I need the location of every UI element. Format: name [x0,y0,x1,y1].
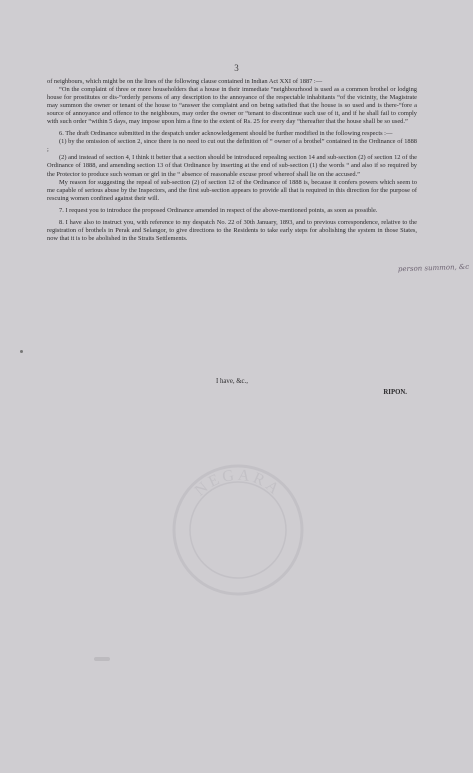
svg-text:NEGARA [192,467,285,500]
signature: RIPON. [383,389,407,396]
paper-smudge [94,657,110,661]
paragraph-6-item-2: (2) and instead of section 4, I think it better that a section should be introduced repealing section 14 and sub-section (2) of section 12 of the Ordinance of 1888, and amending section 13 of that Ordinance by inserting at the end of sub-section (1) the words “ and also if so required by the Protector to produce such woman or girl in the “ absence of reasonable excuse proof whereof shall lie on the accused.” [47,154,417,178]
paragraph-reason: My reason for suggesting the repeal of sub-section (2) of section 12 of the Ordinance of 1888 is, because it confers powers which seem to me capable of serious abuse by the Inspectors, and the first sub-section appears to provide all that is required in this direction for the purpose of rescuing women confined against their will. [47,178,417,202]
paragraph-6: 6. The draft Ordinance submitted in the despatch under acknowledgement should be further modified in the following respects :— [59,130,393,138]
paragraph-6-item-1: (1) by the omission of section 2, since there is no need to cut out the definition of “ owner of a brothel” contained in the Ordinance of 1888 ; [47,138,417,154]
paper-speck [20,350,23,353]
letter-body [47,78,417,243]
handwritten-margin-note: person summon, &c [397,262,470,274]
watermark-text: NEGARA [191,466,285,500]
paragraph-quoted-clause: “On the complaint of three or more householders that a house in their immediate “neighbourhood is used as a common brothel or lodging house for prostitutes or dis-“orderly persons of any description to the annoyance of the respectable inhabitants “of the vicinity, the Magistrate may summon the owner or tenant of the house to “answer the complaint and on being satisfied that the house is so used and is there-“fore a source of annoyance and offence to the neighbours, may order the owner or “tenant to discontinue such use of it, and if he shall fail to comply with such order “within 5 days, may impose upon him a fine to the extent of Rs. 25 for every day “thereafter that the house shall be so used.” [47,86,417,126]
page-number: 3 [234,63,239,73]
letter-closing [47,378,417,396]
closing-salutation: I have, &c., [216,378,248,385]
archive-seal-watermark [168,460,308,600]
paragraph-8: 8. I have also to instruct you, with reference to my despatch No. 22 of 30th January, 1893, and to previous correspondence, relative to the registration of brothels in Perak and Selangor, to give directions to the Residents to take early steps for abolishing the system in those States, now that it is to be abolished in the Straits Settlements. [47,218,417,242]
paragraph-7: 7. I request you to introduce the proposed Ordinance amended in respect of the above-mentioned points, as soon as possible. [59,206,378,214]
paragraph-intro: of neighbours, which might be on the lines of the following clause contained in Indian Act XXI of 1887 :— [47,78,323,85]
